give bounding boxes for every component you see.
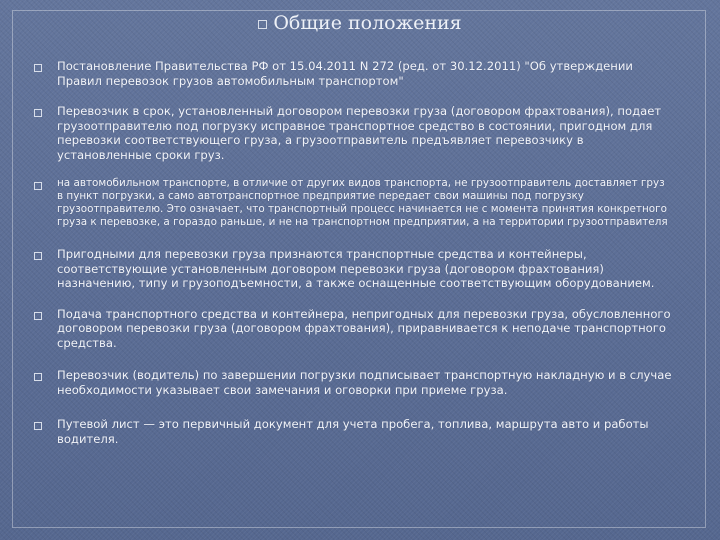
list-item-text: Перевозчик (водитель) по завершении погрузки подписывает транспортную накладную и в случае необходимости указывает свои замечания и оговорки при приеме груза. — [57, 368, 672, 397]
square-bullet-icon — [34, 373, 42, 381]
square-bullet-icon — [34, 312, 42, 320]
list-item — [32, 247, 672, 291]
square-bullet-icon — [34, 182, 42, 190]
square-bullet-icon — [34, 252, 42, 260]
title-bullet-icon — [258, 20, 267, 29]
square-bullet-icon — [34, 64, 42, 72]
slide-title: Общие положения — [273, 12, 462, 34]
title-row — [0, 12, 720, 34]
square-bullet-icon — [34, 109, 42, 117]
square-bullet-icon — [34, 422, 42, 430]
bullet-list — [32, 59, 672, 446]
list-item — [32, 177, 672, 229]
list-item — [32, 59, 672, 88]
list-item — [32, 104, 672, 162]
list-item — [32, 417, 672, 446]
list-item — [32, 368, 672, 397]
list-item-text: Перевозчик в срок, установленный договором перевозки груза (договором фрахтования), подает грузоотправителю под погрузку исправное транспортное средство в состоянии, пригодном для перевозки соответствующего груза, а грузоотправитель предъявляет перевозчику в установленные сроки груз. — [57, 104, 662, 162]
list-item-text: Пригодными для перевозки груза признаются транспортные средства и контейнеры, соответствующие установленным договором перевозки груза (договором фрахтования) назначению, типу и грузоподъемности, а также оснащенные соответствующим оборудованием. — [57, 247, 655, 290]
list-item-text: Путевой лист — это первичный документ для учета пробега, топлива, маршрута авто и работы водителя. — [57, 417, 649, 446]
list-item-text: на автомобильном транспорте, в отличие от других видов транспорта, не грузоотправитель доставляет груз в пункт погрузки, а само автотранспортное предприятие передает свои машины под погрузку грузоотправителю. Это означает, что транспортный процесс начинается не с момента принятия конкретного груза к перевозке, а гораздо раньше, и не на транспортном предприятии, а на территории грузоотправителя — [57, 177, 668, 228]
list-item-text: Подача транспортного средства и контейнера, непригодных для перевозки груза, обусловленного договором перевозки груза (договором фрахтования), приравнивается к неподаче транспортного средства. — [57, 306, 671, 350]
list-item-text: Постановление Правительства РФ от 15.04.2011 N 272 (ред. от 30.12.2011) "Об утверждении Правил перевозок грузов автомобильным транспортом" — [57, 59, 633, 88]
list-item — [32, 307, 672, 351]
